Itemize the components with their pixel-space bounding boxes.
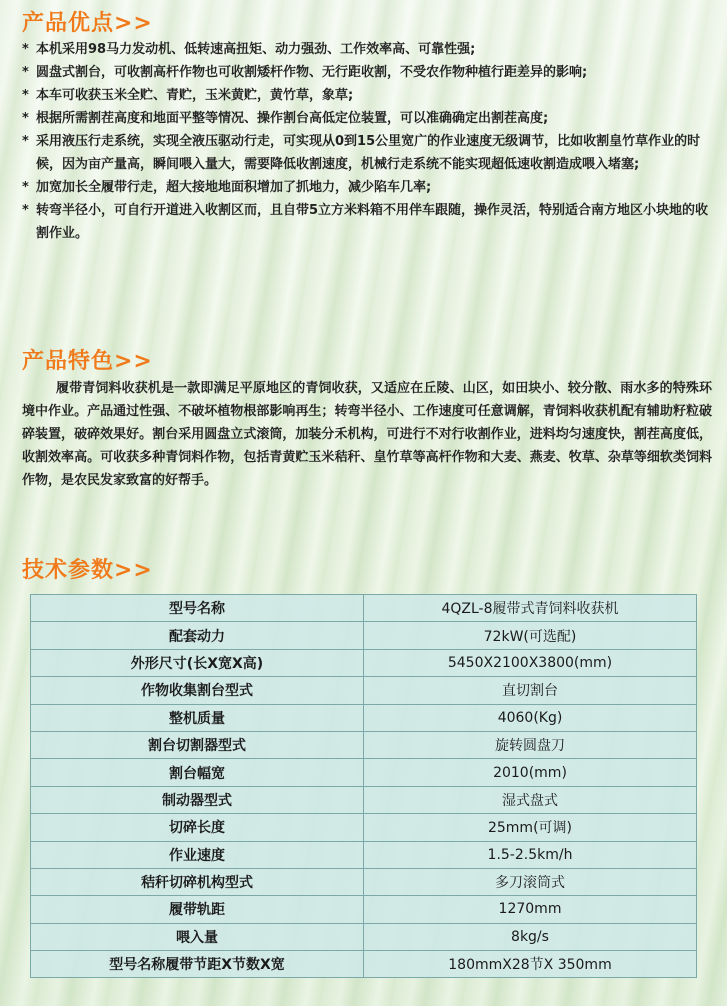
advantages-title: 产品优点>> xyxy=(22,11,153,36)
spec-value: 湿式盘式 xyxy=(364,786,697,813)
bullet-star: * xyxy=(22,134,29,149)
spec-name: 整机质量 xyxy=(31,704,364,731)
advantage-text: 圆盘式割台，可收割高杆作物也可收割矮杆作物、无行距收割，不受农作物种植行距差异的影响; xyxy=(36,65,588,80)
advantage-item xyxy=(22,84,712,107)
advantage-text: 采用液压行走系统，实现全液压驱动行走，可实现从0到15公里宽广的作业速度无级调节，比如收割皇竹草作业的时候，因为亩产量高，瞬间喂入量大，需要降低收割速度，机械行走系统不能实现超低速收割造成喂入堵塞; xyxy=(36,134,701,172)
spec-value: 1.5-2.5km/h xyxy=(364,841,697,868)
spec-name: 割台幅宽 xyxy=(31,759,364,786)
spec-value: 旋转圆盘刀 xyxy=(364,731,697,758)
spec-value: 1270mm xyxy=(364,896,697,923)
table-row xyxy=(31,814,697,841)
table-row xyxy=(31,622,697,649)
table-row xyxy=(31,759,697,786)
table-row xyxy=(31,677,697,704)
spec-name: 切碎长度 xyxy=(31,814,364,841)
spec-value: 8kg/s xyxy=(364,923,697,950)
spec-value: 180mmX28节X 350mm xyxy=(364,951,697,978)
advantage-item xyxy=(22,199,712,245)
table-row xyxy=(31,649,697,676)
bullet-star: * xyxy=(22,42,29,57)
spec-value: 25mm(可调) xyxy=(364,814,697,841)
table-row xyxy=(31,786,697,813)
spec-value: 4QZL-8履带式青饲料收获机 xyxy=(364,595,697,622)
spec-name: 作业速度 xyxy=(31,841,364,868)
advantage-item xyxy=(22,176,712,199)
spec-value: 2010(mm) xyxy=(364,759,697,786)
params-title: 技术参数>> xyxy=(22,558,153,583)
spec-name: 作物收集割台型式 xyxy=(31,677,364,704)
spec-value: 直切割台 xyxy=(364,677,697,704)
spec-name: 履带轨距 xyxy=(31,896,364,923)
table-row xyxy=(31,868,697,895)
advantages-list xyxy=(22,38,712,245)
features-title: 产品特色>> xyxy=(22,349,153,374)
advantage-text: 转弯半径小，可自行开道进入收割区而，且自带5立方米料箱不用伴车跟随，操作灵活，特别适合南方地区小块地的收割作业。 xyxy=(36,203,709,241)
table-row xyxy=(31,896,697,923)
advantage-text: 根据所需割茬高度和地面平整等情况、操作割台高低定位装置，可以准确确定出割茬高度; xyxy=(36,111,549,126)
spec-value: 5450X2100X3800(mm) xyxy=(364,649,697,676)
bullet-star: * xyxy=(22,111,29,126)
bullet-star: * xyxy=(22,88,29,103)
bullet-star: * xyxy=(22,203,29,218)
advantage-text: 本车可收获玉米全贮、青贮，玉米黄贮，黄竹草，象草; xyxy=(36,88,354,103)
spec-name: 外形尺寸(长X宽X高) xyxy=(31,649,364,676)
spec-value: 4060(Kg) xyxy=(364,704,697,731)
table-row xyxy=(31,951,697,978)
table-row xyxy=(31,704,697,731)
spec-name: 制动器型式 xyxy=(31,786,364,813)
table-row xyxy=(31,731,697,758)
advantage-item xyxy=(22,38,712,61)
table-row xyxy=(31,595,697,622)
spec-name: 配套动力 xyxy=(31,622,364,649)
table-row xyxy=(31,923,697,950)
bullet-star: * xyxy=(22,65,29,80)
advantage-text: 本机采用98马力发动机、低转速高扭矩、动力强劲、工作效率高、可靠性强; xyxy=(36,42,476,57)
spec-value: 72kW(可选配) xyxy=(364,622,697,649)
bullet-star: * xyxy=(22,180,29,195)
spec-name: 型号名称 xyxy=(31,595,364,622)
advantage-item xyxy=(22,61,712,84)
spec-value: 多刀滚筒式 xyxy=(364,868,697,895)
spec-name: 喂入量 xyxy=(31,923,364,950)
spec-name: 割台切割器型式 xyxy=(31,731,364,758)
specs-table xyxy=(30,594,697,978)
advantage-text: 加宽加长全履带行走，超大接地地面积增加了抓地力，减少陷车几率; xyxy=(36,180,432,195)
table-row xyxy=(31,841,697,868)
spec-name: 型号名称履带节距X节数X宽 xyxy=(31,951,364,978)
spec-name: 秸秆切碎机构型式 xyxy=(31,868,364,895)
advantage-item xyxy=(22,107,712,130)
advantage-item xyxy=(22,130,712,176)
features-paragraph: 履带青饲料收获机是一款即满足平原地区的青饲收获，又适应在丘陵、山区，如田块小、较分散、雨水多的特殊环境中作业。产品通过性强、不破坏植物根部影响再生；转弯半径小、工作速度可任意调解，青饲料收获机配有辅助籽粒破碎装置，破碎效果好。割台采用圆盘立式滚筒，加装分禾机构，可进行不对行收割作业，进料均匀速度快，割茬高度低，收割效率高。可收获多种青饲料作物，包括青黄贮玉米秸秆、皇竹草等高杆作物和大麦、燕麦、牧草、杂草等细软类饲料作物，是农民发家致富的好帮手。 xyxy=(22,381,712,488)
